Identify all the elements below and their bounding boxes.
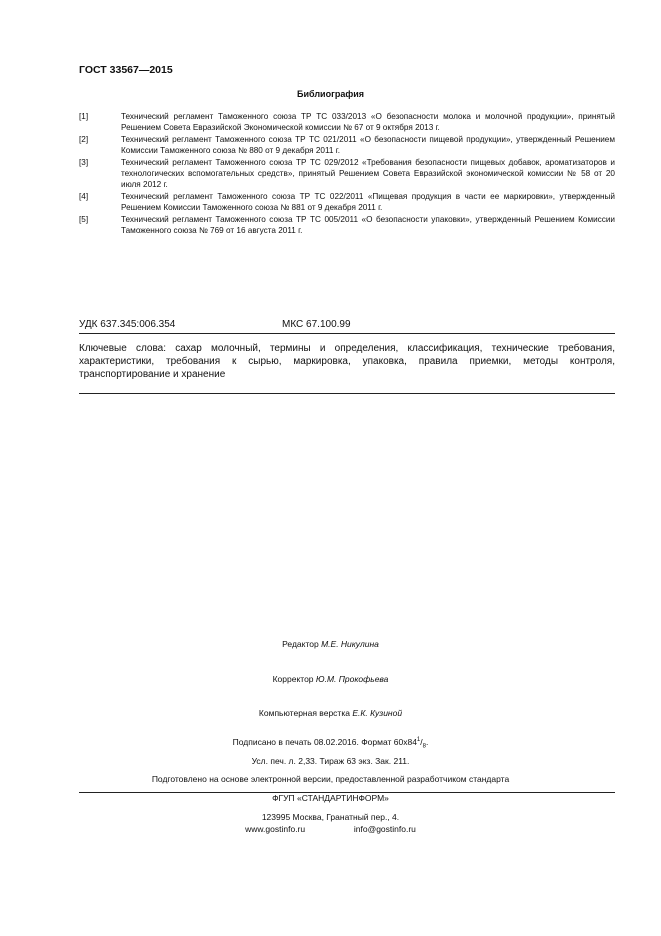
layout-label: Компьютерная верстка [258,708,350,718]
publisher: ФГУП «СТАНДАРТИНФОРМ» [272,793,389,803]
prepared-note: Подготовлено на основе электронной версии, предоставленной разработчиком стандарта [151,774,510,784]
format-denominator: 8 [422,743,426,750]
bibliography-item [79,111,615,133]
layout-name: Е.К. Кузиной [352,708,403,718]
document-code: ГОСТ 33567—2015 [79,64,173,76]
print-info: Усл. печ. л. 2,33. Тираж 63 экз. Зак. 211. [251,756,410,766]
bibliography-item-text: Технический регламент Таможенного союза ТР ТС 029/2012 «Требования безопасности пищевых добавок, ароматизаторов и технологических вспомогательных средств», принятый Решением Совета Евразийской экономической комиссии № 58 от 20 июля 2012 г. [121,158,615,189]
layout-line [0,708,661,718]
bibliography-item-number: [2] [79,135,89,144]
bibliography-item [79,134,615,156]
editor-name: М.Е. Никулина [321,639,379,649]
bibliography-item-text: Технический регламент Таможенного союза ТР ТС 022/2011 «Пищевая продукция в части ее маркировки», утвержденный Решением Комиссии Таможенного союза № 881 от 9 декабря 2011 г. [121,192,615,212]
bibliography-item-text: Технический регламент Таможенного союза ТР ТС 033/2013 «О безопасности молока и молочной продукции», принятый Решением Совета Евразийской Экономической комиссии № 67 от 9 октября 2013 г. [121,112,615,132]
contacts [0,824,661,834]
website-link[interactable]: www.gostinfo.ru [245,824,306,834]
mks-code: МКС 67.100.99 [282,319,351,330]
bibliography-item-text: Технический регламент Таможенного союза ТР ТС 005/2011 «О безопасности упаковки», утвержденный Решением Комиссии Таможенного союза № 769 от 16 августа 2011 г. [121,215,615,235]
format-numerator: 1 [416,737,421,744]
corrector-name: Ю.М. Прокофьева [315,674,389,684]
corrector-line [0,674,661,684]
signed-text: Подписано в печать 08.02.2016. Формат 60x84 [232,737,417,747]
address: 123995 Москва, Гранатный пер., 4. [261,812,400,822]
divider-keywords [79,393,615,394]
email-link[interactable]: info@gostinfo.ru [353,824,416,834]
bibliography-list [79,111,615,237]
corrector-label: Корректор [272,674,314,684]
udk-code: УДК 637.345:006.354 [79,319,176,330]
bibliography-item-number: [4] [79,192,89,201]
bibliography-item [79,214,615,236]
bibliography-title: Библиография [297,89,364,99]
bibliography-item-number: [3] [79,158,89,167]
bibliography-item-text: Технический регламент Таможенного союза ТР ТС 021/2011 «О безопасности пищевой продукции», утвержденный Решением Комиссии Таможенного союза № 880 от 9 декабря 2011 г. [121,135,615,155]
bibliography-item [79,191,615,213]
bibliography-item-number: [1] [79,112,89,121]
editor-label: Редактор [282,639,319,649]
signed-line: Подписано в печать 08.02.2016. Формат $60x84^1/_8$. [232,737,429,750]
divider-top [79,333,615,334]
bibliography-item-number: [5] [79,215,89,224]
keywords: Ключевые слова: сахар молочный, термины и определения, классификация, технические требования, характеристики, требования к сырью, маркировка, упаковка, правила приемки, методы контроля, транспортирование и хранение [79,343,615,380]
editor-line [0,639,661,649]
bibliography-item [79,157,615,190]
